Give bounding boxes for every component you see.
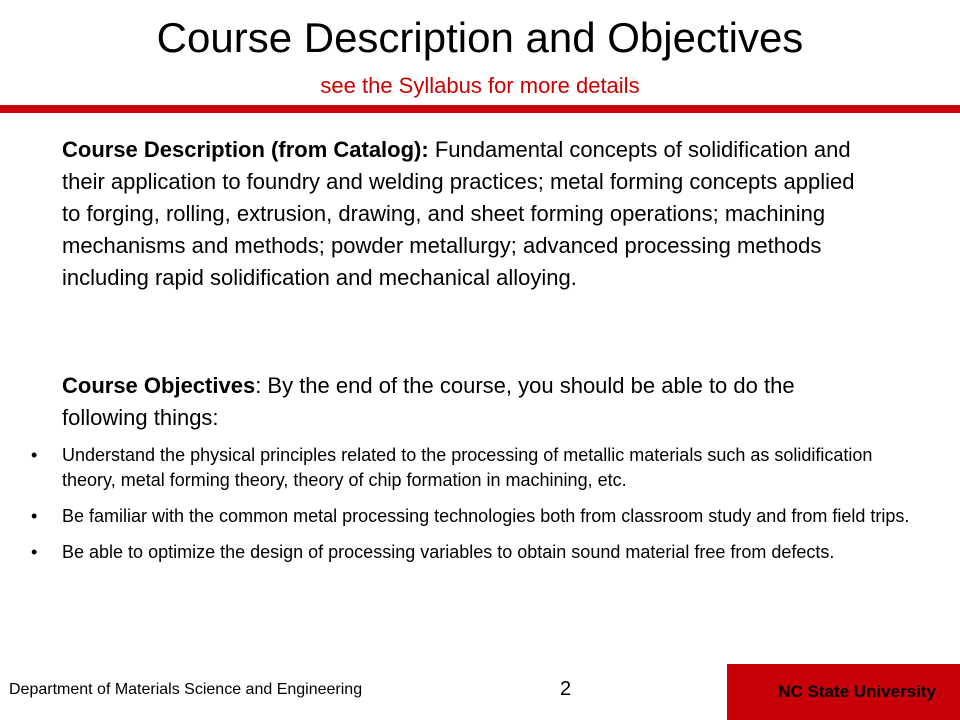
course-description-label: Course Description (from Catalog): (62, 137, 429, 162)
list-item-text: Be familiar with the common metal processing technologies both from classroom study and from field trips. (62, 506, 910, 526)
list-item (0, 540, 922, 565)
bullet-icon: • (31, 506, 38, 526)
list-item-text: Understand the physical principles related to the processing of metallic materials such as solidification theory, metal forming theory, theory of chip formation in machining, etc. (62, 445, 873, 490)
page-number: 2 (560, 678, 572, 700)
footer-department: Department of Materials Science and Engineering (9, 681, 363, 698)
slide-title: Course Description and Objectives (156, 14, 804, 61)
objectives-list (0, 443, 960, 576)
university-name: NC State University (778, 682, 936, 701)
bullet-icon: • (31, 542, 38, 562)
course-objectives (62, 370, 862, 434)
course-objectives-label: Course Objectives (62, 373, 256, 398)
title-divider (0, 105, 960, 113)
course-description (62, 134, 862, 294)
list-item (0, 443, 922, 493)
list-item (0, 504, 922, 529)
bullet-icon: • (31, 445, 38, 465)
university-badge (727, 664, 960, 720)
list-item-text: Be able to optimize the design of processing variables to obtain sound material free from defects. (62, 542, 835, 562)
course-objectives-text: : By the end of the course, you should be able to do the following things: (62, 373, 795, 430)
slide-subtitle: see the Syllabus for more details (320, 73, 640, 98)
course-description-text: Fundamental concepts of solidification and their application to foundry and welding practices; metal forming concepts applied to forging, rolling, extrusion, drawing, and sheet forming operations; machining mechanisms and methods; powder metallurgy; advanced processing methods including rapid solidification and mechanical alloying. (62, 137, 855, 290)
